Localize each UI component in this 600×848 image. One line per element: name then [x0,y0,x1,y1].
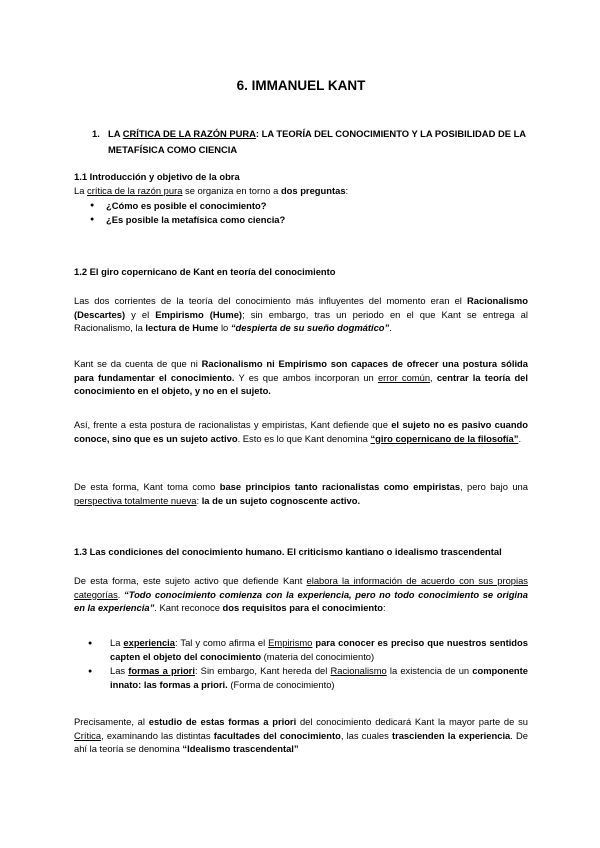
text: (Forma de conocimiento) [227,678,335,690]
text: (materia del conocimiento) [261,650,375,662]
text: , examinando las distintas [101,729,214,741]
text-bold: facultades del conocimiento [213,729,341,741]
section-1-title-rest: : LA TEORÍA DEL CONOCIMIENTO Y LA POSIBILIDAD DE LA METAFÍSICA COMO CIENCIA [108,128,526,155]
quote: “despierta de su sueño dogmático” [230,322,390,334]
text-bold: Racionalismo ni Empirismo son capaces de ofrecer una postura sólida para fundamentar el conocimiento. [74,358,528,383]
paragraph [74,574,528,615]
text: . De ahí la teoría se denomina [74,729,528,755]
text: Las dos corrientes de la teoría del conocimiento más influyentes del momento eran el [74,295,468,306]
section-1-2-heading: 1.2 El giro copernicano de Kant en teoría del conocimiento [74,266,336,277]
paragraph [74,357,528,398]
intro-work: crítica de la razón pura [87,184,183,196]
text-bold: lectura de Hume [145,322,219,334]
section-1-title [108,126,528,158]
text-underline: Empirismo [268,637,313,648]
quote: “Todo conocimiento comienza con la experiencia, pero no todo conocimiento se origina en la experiencia” [74,588,528,614]
paragraph [74,294,528,335]
quote: “Idealismo trascendental” [182,743,299,755]
text-bold: para conocer es preciso que nuestros sentidos capten el objeto del conocimiento [110,637,528,662]
text-bold: dos requisitos para el conocimiento [222,602,383,614]
paragraph [74,715,528,756]
text: : Sin embargo, Kant hereda del [194,665,331,677]
text-bold: el sujeto no es pasivo cuando conoce, sino que es un sujeto activo [74,419,528,444]
section-1-title-part: LA [108,128,123,139]
text-underline: perspectiva totalmente nueva [74,494,197,506]
text: De esta forma, Kant toma como [74,481,220,492]
list-item: ● ¿Es posible la metafísica como ciencia? [74,213,528,227]
text: . Esto es lo que Kant denomina [237,432,371,444]
text: Así, frente a esta postura de racionalistas y empiristas, Kant defiende que [74,419,392,430]
text-bold: base principios tanto racionalistas como empiristas [219,481,461,492]
text-bold: formas a priori [128,665,195,677]
text: , pero bajo una [460,481,528,492]
text-underline: error común [377,371,431,383]
text: . Kant reconoce [154,602,223,614]
text-bold: centrar la teoría del conocimiento en el objeto, y no en el sujeto. [74,371,529,397]
text: lo [218,322,231,334]
page-title: 6. IMMANUEL KANT [236,78,366,93]
intro-text: : [345,184,349,196]
paragraph [74,480,528,507]
text-bold: estudio de estas formas a priori [148,716,297,727]
list-item: ● ¿Cómo es posible el conocimiento? [74,199,528,213]
section-1-1 [74,170,528,227]
text-bold: experiencia [123,637,175,648]
text: . [389,322,392,334]
section-1-title-work: CRÍTICA DE LA RAZÓN PURA [122,128,256,139]
text: : [196,494,202,506]
text-bold: Empirismo (Hume) [155,308,243,320]
text: la existencia de un [386,665,473,677]
text: del conocimiento dedicará Kant la mayor parte de su [296,716,528,727]
section-1-1-heading: 1.1 Introducción y objetivo de la obra [74,171,240,182]
text: . [518,432,522,444]
questions-list [74,199,528,226]
text-bold: componente innato: las formas a priori. [110,665,528,690]
list-item [74,636,528,663]
text-underline: Racionalismo [330,665,387,677]
section-1-1-intro [74,184,528,198]
text: La [110,637,124,648]
text-bold: la de un sujeto cognoscente activo. [201,494,361,506]
text: ; sin embargo, tras un periodo en el que Kant se entrega al Racionalismo, la [74,308,528,334]
text: Precisamente, al [74,716,149,727]
quote: “giro copernicano de la filosofía” [370,432,519,444]
paragraph [74,418,528,445]
text-underline: Crítica [74,729,102,741]
text: , [430,371,437,383]
text: : Tal y como afirma el [175,637,269,648]
text: : [383,602,386,614]
text-underline: elabora la información de acuerdo con sus propias categorías [74,575,528,600]
intro-keyword: dos preguntas [280,184,346,196]
text: De esta forma, este sujeto activo que defiende Kant [74,575,307,586]
intro-text: se organiza en torno a [182,184,281,196]
text: . [117,588,124,600]
section-1-heading [92,126,528,158]
text: , las cuales [340,729,392,741]
text: Y es que ambos incorporan un [234,371,378,383]
text: y el [125,308,156,320]
text-bold: Racionalismo (Descartes) [74,295,528,320]
text: Kant se da cuenta de que ni [74,358,202,369]
text: Las [110,665,129,677]
section-1-3-heading: 1.3 Las condiciones del conocimiento humano. El criticismo kantiano o idealismo trascendental [74,546,502,557]
text-bold: trascienden la experiencia [391,729,511,741]
section-1-number: 1. [92,128,100,139]
list-item [74,664,528,691]
requirements-list [74,636,528,693]
intro-text: La [74,184,88,196]
